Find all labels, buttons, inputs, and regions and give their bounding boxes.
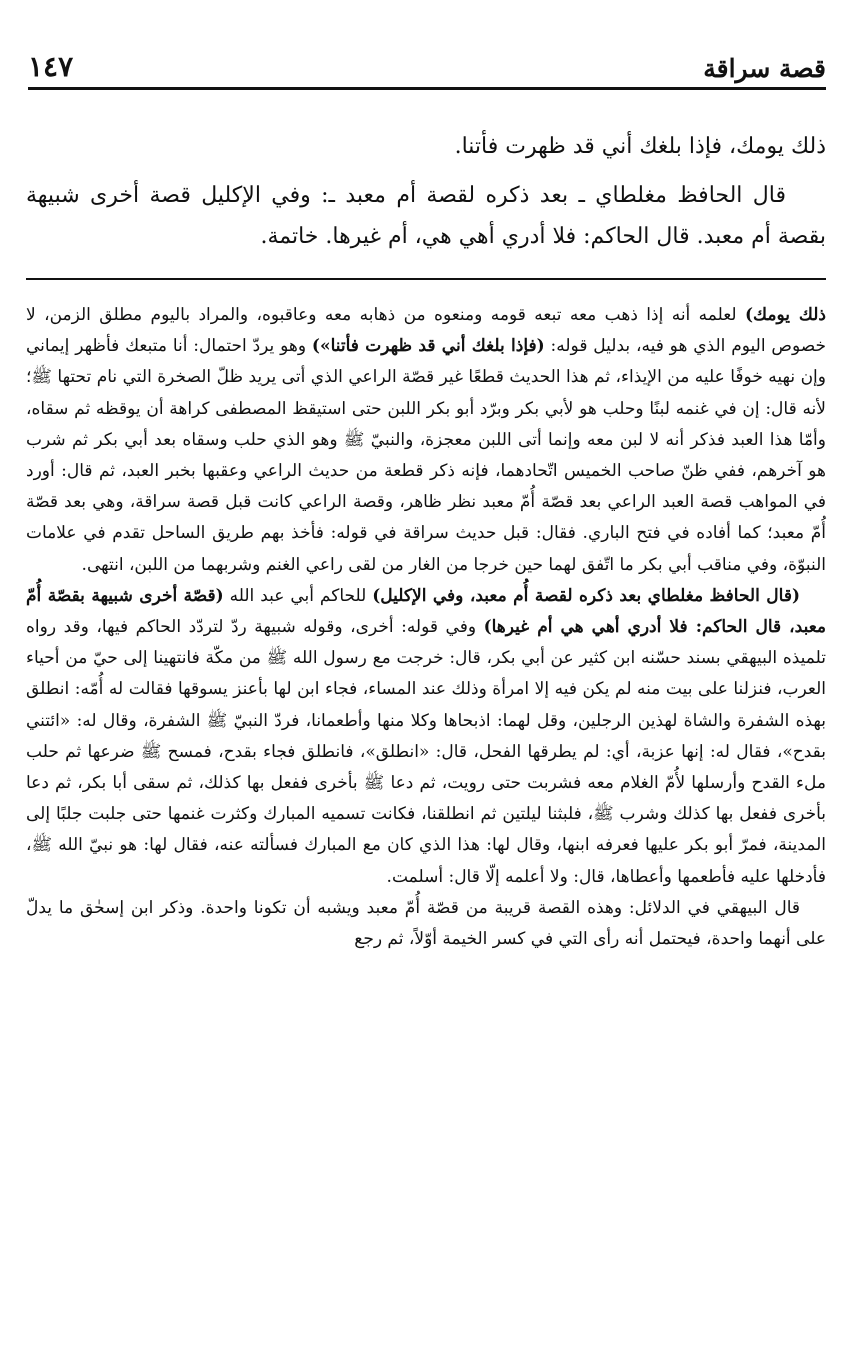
commentary-text: وهو يردّ احتمال: أنا متبعك فأظهر إيماني وإن نهيه خوفًا عليه من الإيذاء، ثم هذا الحديث قطعًا غير قصّة الراعي الذي أتى يريد ظلّ الصخرة التي نام تحتها ﷺ؛ لأنه قال: إن في غنمه لبنًا وحلب هو لأبي بكر وبرّد أبو بكر اللبن حتى استيقظ المصطفى كراهة أن يوقظه ثم سقاه، وأمّا هذا العبد فذكر أنه لا لبن معه وإنما أتى اللبن معجزة، والنبيّ ﷺ وهو الذي حلب وسقاه بعد أبي بكر ثم شرب هو آخرهم، ففي ظنّ صاحب الخميس اتّحادهما، فإنه ذكر قطعة من حديث الراعي وعقبها بخبر العبد، ثم قال: أورد في المواهب قصة العبد الراعي بعد قصّة أُمّ معبد نظر ظاهر، وقصة الراعي كانت قبل قصة سراقة، وهي بعد قصّة أُمّ معبد؛ كما أفاده في فتح الباري. فقال: قبل حديث سراقة في قوله: فأخذ بهم طريق الساحل تقدم في علامات النبوّة، وفي مناقب أبي بكر ما اتّفق لهما حين خرجا من الغار من لقى راعي الغنم وشربهما من اللبن، انتهى. — [26, 336, 826, 575]
commentary-lemma: (قال الحافظ مغلطاي بعد ذكره لقصة أُم معبد، وفي الإكليل) — [372, 585, 800, 606]
page-header — [28, 44, 826, 90]
commentary-paragraph: قال البيهقي في الدلائل: وهذه القصة قريبة من قصّة أُمّ معبد ويشبه أن تكونا واحدة. وذكر ابن إسحٰق ما يدلّ على أنهما واحدة، فيحتمل أنه رأى التي في كسر الخيمة أوّلاً، ثم رجع — [26, 897, 826, 950]
running-title: قصة سراقة — [703, 54, 826, 83]
commentary-text: لعلمه أنه إذا ذهب معه تبعه قومه ومنعوه من ذهابه معه وعاقبوه، والمراد باليوم مطلق الزمن، لا خصوص اليوم الذي هو فيه، بدليل قوله: — [26, 305, 826, 357]
commentary-lemma: ذلك يومك) — [745, 305, 826, 325]
commentary-text: للحاكم أبي عبد الله — [223, 585, 373, 606]
main-text-paragraph: ذلك يومك، فإذا بلغك أني قد ظهرت فأتنا. — [454, 134, 826, 159]
commentary-quote: (فإذا بلغك أني قد ظهرت فأتنا») — [311, 336, 545, 357]
main-text — [26, 126, 826, 257]
section-divider — [26, 278, 826, 280]
commentary — [26, 300, 826, 955]
main-text-paragraph: قال الحافظ مغلطاي ـ بعد ذكره لقصة أم معبد ـ: وفي الإكليل قصة أخرى شبيهة بقصة أم معبد. قال الحاكم: فلا أدري أهي هي، أم غيرها. خاتمة. — [26, 183, 826, 249]
commentary-paragraph — [26, 581, 826, 893]
commentary-paragraph — [26, 300, 826, 581]
commentary-lemma: (قصّة أخرى شبيهة بقصّة أُمّ معبد، قال الحاكم: فلا أدري أهي هي أم غيرها) — [26, 585, 827, 638]
commentary-text: وفي قوله: أخرى، وقوله شبيهة ردّ لتردّد الحاكم فيها، وقد رواه تلميذه البيهقي بسند حسّنه ابن كثير عن أبي بكر، قال: خرجت مع رسول الله ﷺ من مكّة فانتهينا إلى حيّ من أحياء العرب، فنزلنا على بيت منه لم يكن فيه إلا امرأة وذلك عند المساء، فجاء ابن لها بأعنز يسوقها فقالت له أُمّه: انطلق بهذه الشفرة والشاة لهذين الرجلين، وقل لهما: اذبحاها وكلا منها وأطعمانا، فردّ النبيّ ﷺ الشفرة، وقال له: «ائتني بقدح»، فقال له: إنها عزبة، أي: لم يطرقها الفحل، قال: «انطلق»، فانطلق فجاء بقدح، فمسح ﷺ ضرعها ثم حلب ملء القدح وأرسلها لأُمّ الغلام معه فشربت حتى رويت، ثم دعا ﷺ بأخرى ففعل بها كذلك، ثم سقى أبا بكر، ثم دعا بأخرى ففعل بها كذلك وشرب ﷺ، فلبثنا ليلتين ثم انطلقنا، فكانت تسميه المبارك وكثرت غنمها حتى جلبت جلبًا إلى المدينة، فمرّ أبو بكر عليها فعرفه ابنها، وقال لها: هذا الذي كان مع المبارك فسألته عنه، فقال لها: هو نبيّ الله ﷺ، فأدخلها عليه فأطعمها وأعطاها، قال: ولا أعلمه إلّا قال: أسلمت. — [26, 617, 826, 887]
page-number: ١٤٧ — [28, 50, 74, 83]
